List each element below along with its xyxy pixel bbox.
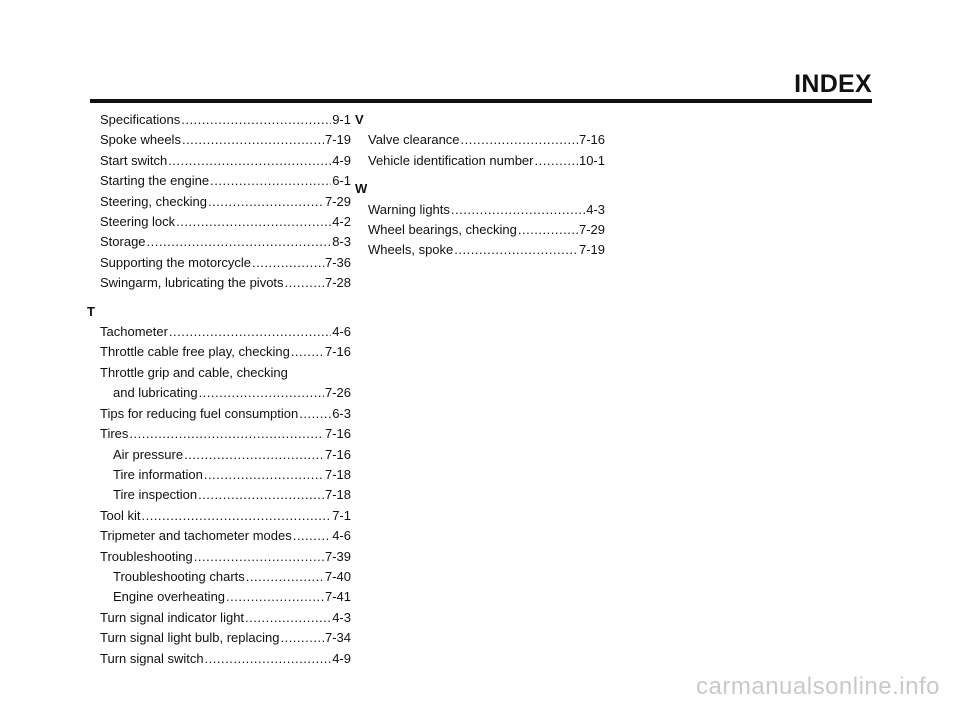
index-entry: Wheel bearings, checking ..... 7-29 — [355, 220, 605, 240]
index-entry: Start switch ..... 4-9 — [87, 151, 351, 171]
index-entry: Valve clearance ..... 7-16 — [355, 130, 605, 150]
watermark-text: carmanualsonline.info — [696, 673, 940, 700]
index-entry: Supporting the motorcycle ..... 7-36 — [87, 253, 351, 273]
page-title: INDEX — [794, 70, 872, 98]
section-letter: T — [87, 303, 95, 319]
index-entry: Tips for reducing fuel consumption ..... 6-3 — [87, 404, 351, 424]
index-subentry: Troubleshooting charts ..... 7-40 — [87, 567, 351, 587]
index-entry: Steering, checking ..... 7-29 — [87, 192, 351, 212]
index-entry: Steering lock ..... 4-2 — [87, 212, 351, 232]
index-entry: Turn signal light bulb, replacing ..... 7-34 — [87, 628, 351, 648]
index-entry: Throttle cable free play, checking ..... 7-16 — [87, 342, 351, 362]
index-entry: Tool kit ..... 7-1 — [87, 506, 351, 526]
index-entry: Spoke wheels ..... 7-19 — [87, 130, 351, 150]
index-entry: Tripmeter and tachometer modes ..... 4-6 — [87, 526, 351, 546]
section-letter: V — [355, 112, 364, 127]
index-entry: Wheels, spoke ..... 7-19 — [355, 240, 605, 260]
index-subentry: Air pressure ..... 7-16 — [87, 445, 351, 465]
index-entry: Storage ..... 8-3 — [87, 232, 351, 252]
index-subentry: Tire inspection ..... 7-18 — [87, 485, 351, 505]
index-column-right — [355, 110, 605, 261]
index-column-left — [87, 110, 351, 669]
index-entry: Tires ..... 7-16 — [87, 424, 351, 444]
index-subentry: Engine overheating ..... 7-41 — [87, 587, 351, 607]
index-entry: Starting the engine ..... 6-1 — [87, 171, 351, 191]
index-entry: Specifications ..... 9-1 — [87, 110, 351, 130]
index-entry: Turn signal indicator light ..... 4-3 — [87, 608, 351, 628]
index-entry: Turn signal switch ..... 4-9 — [87, 649, 351, 669]
index-entry: Swingarm, lubricating the pivots ..... 7-28 — [87, 273, 351, 293]
section-letter: W — [355, 181, 368, 197]
index-entry: Throttle grip and cable, checking — [100, 364, 288, 380]
index-entry: Tachometer ..... 4-6 — [87, 322, 351, 342]
index-entry: Vehicle identification number ..... 10-1 — [355, 151, 605, 171]
index-entry: Warning lights ..... 4-3 — [355, 200, 605, 220]
index-subentry: Tire information ..... 7-18 — [87, 465, 351, 485]
index-entry: Troubleshooting ..... 7-39 — [87, 547, 351, 567]
title-rule — [90, 99, 872, 103]
index-entry-continuation: and lubricating ..... 7-26 — [87, 383, 351, 403]
